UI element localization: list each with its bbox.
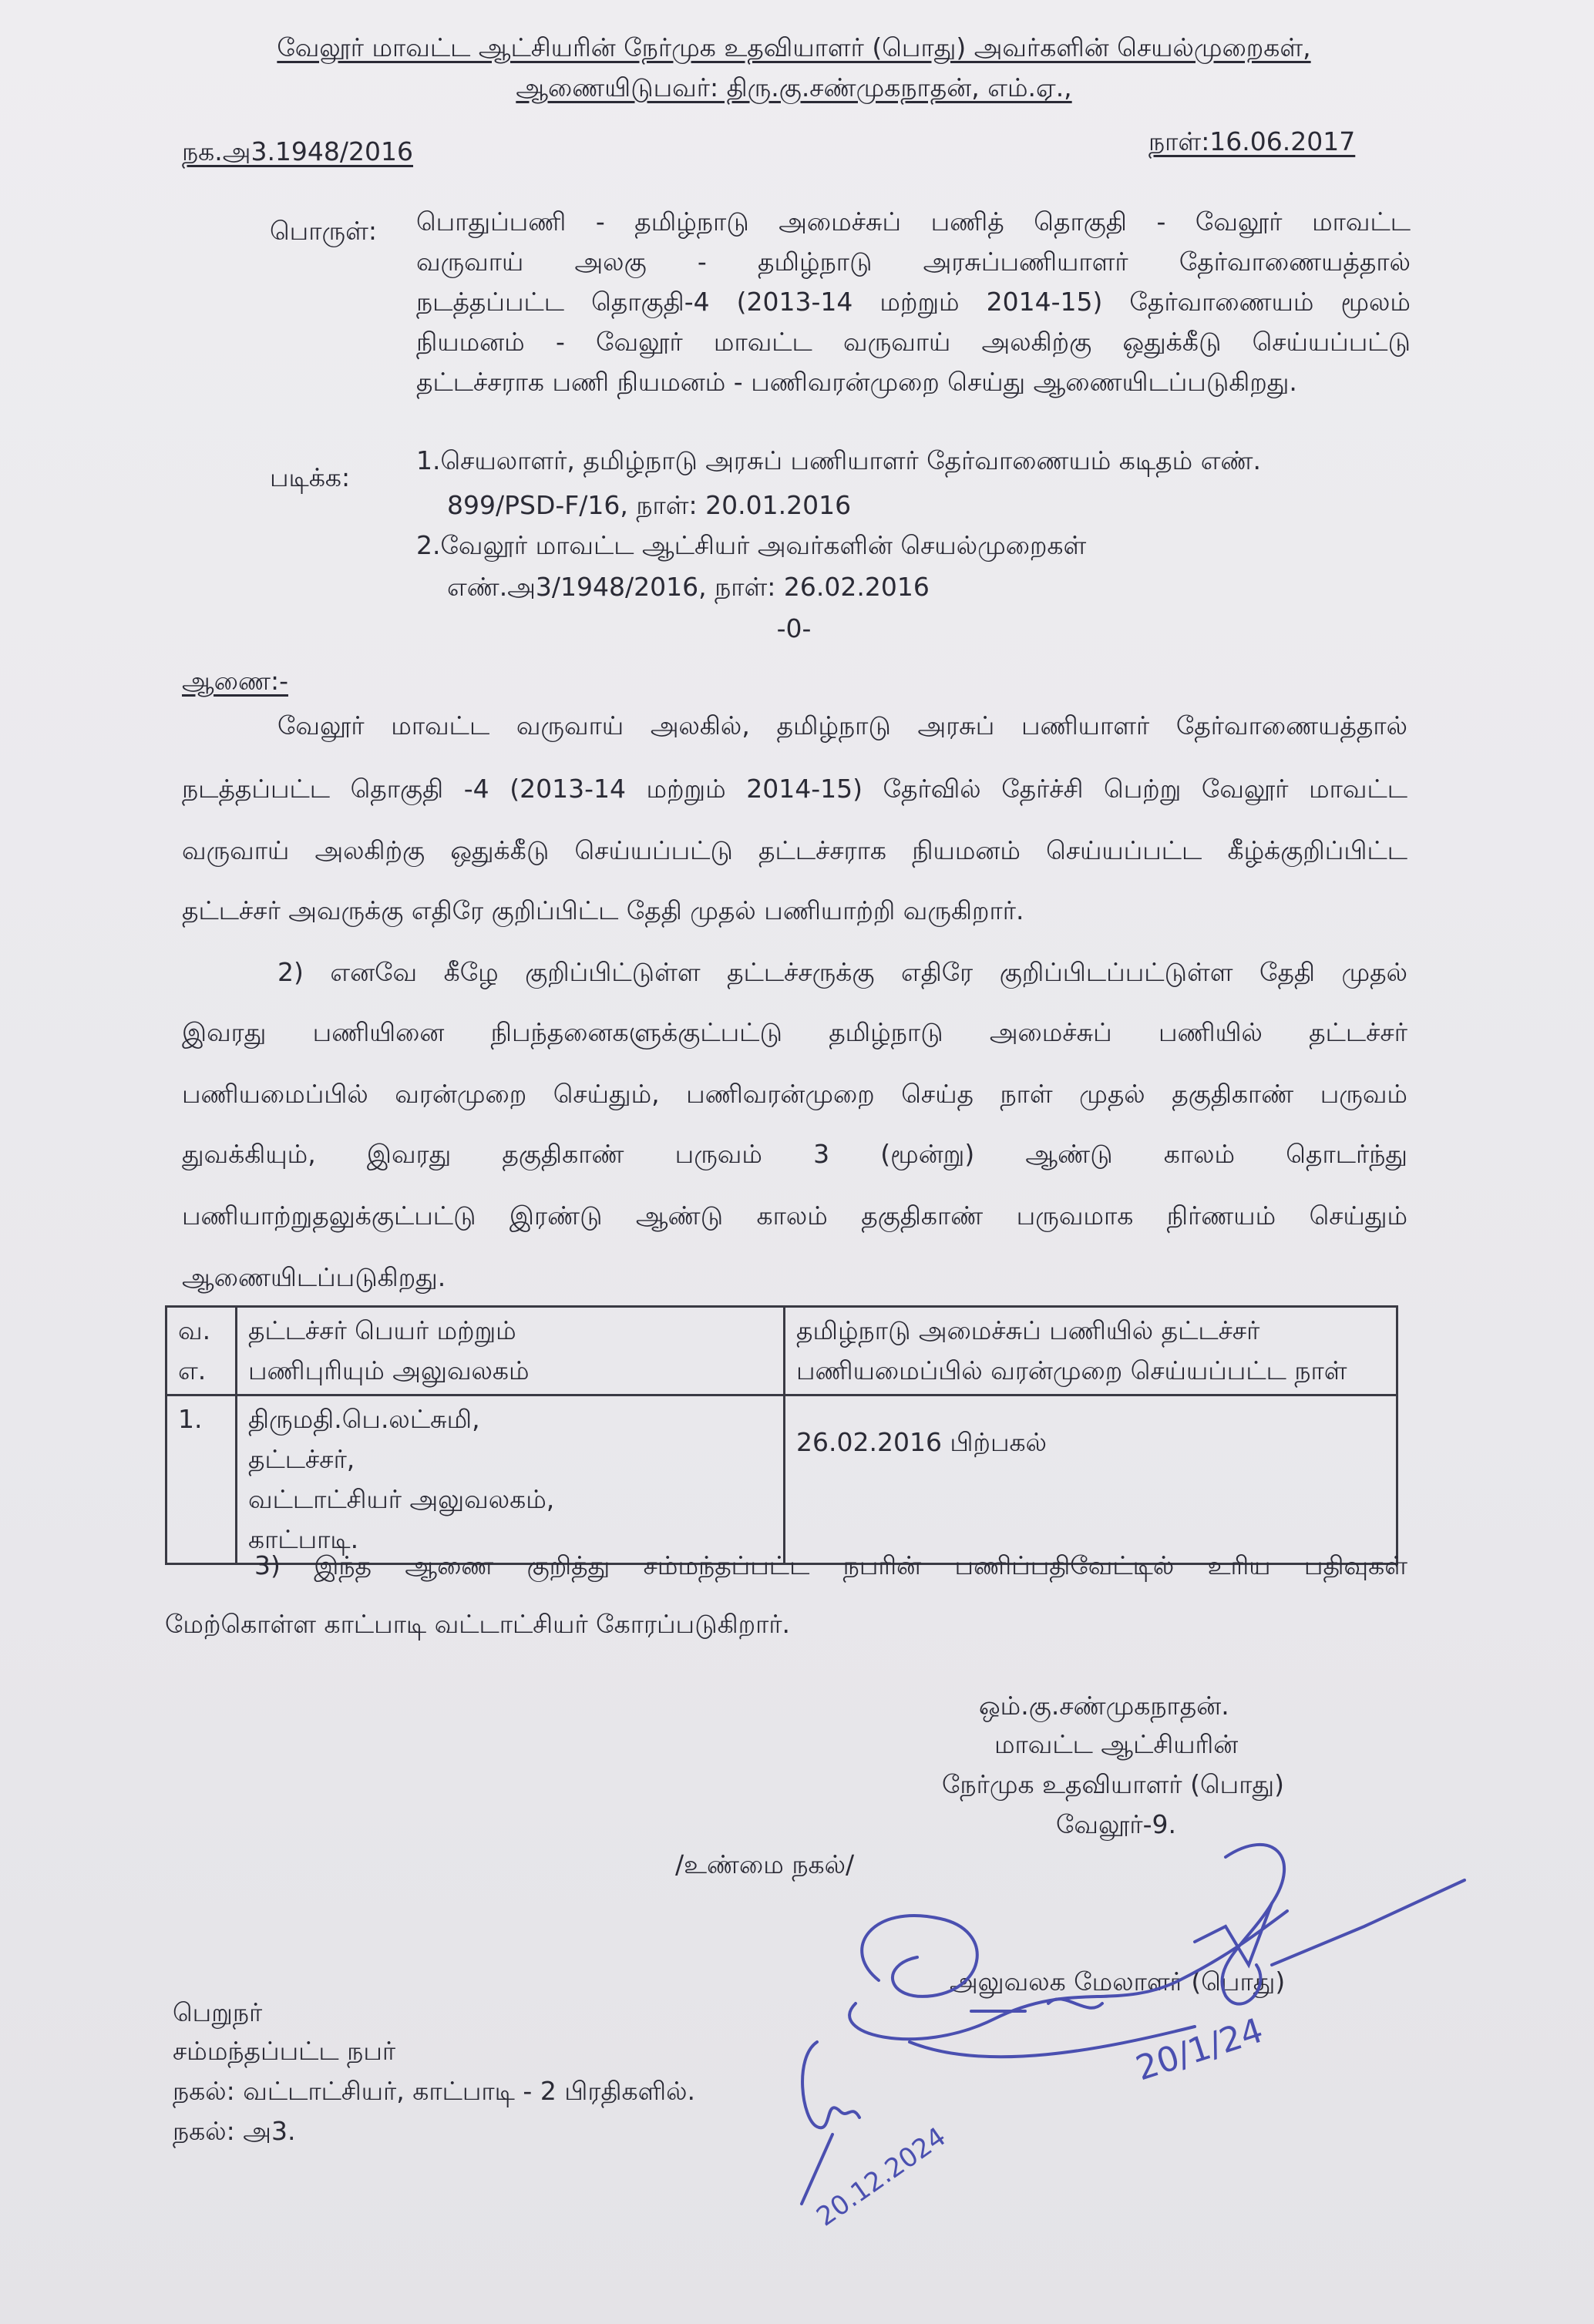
handwritten-date-1: 20/1/24 bbox=[1131, 2010, 1268, 2089]
recipient-line: சம்மந்தப்பட்ட நபர் bbox=[173, 2036, 396, 2066]
subject-line: நியமனம் - வேலூர் மாவட்ட வருவாய் அலகிற்கு ஒதுக்கீடு செய்யப்பட்டு bbox=[416, 327, 1411, 357]
table-cell-sno: 1. bbox=[166, 1395, 237, 1564]
office-manager-title: அலுவலக மேலாளர் (பொது) bbox=[950, 1966, 1286, 1997]
order-para2-line: 2) எனவே கீழே குறிப்பிட்டுள்ள தட்டச்சருக்கு எதிரே குறிப்பிடப்பட்டுள்ள தேதி முதல் bbox=[277, 957, 1407, 987]
regularisation-table bbox=[165, 1305, 1398, 1565]
true-copy-label: /உண்மை நகல்/ bbox=[675, 1849, 855, 1879]
order-para2-line: இவரது பணியினை நிபந்தனைகளுக்குட்பட்டு தமிழ்நாடு அமைச்சுப் பணியில் தட்டச்சர் bbox=[182, 1017, 1407, 1047]
subject-line: வருவாய் அலகு - தமிழ்நாடு அரசுப்பணியாளர் தேர்வாணையத்தால் bbox=[416, 247, 1411, 277]
order-para1-line: வருவாய் அலகிற்கு ஒதுக்கீடு செய்யப்பட்டு தட்டச்சராக நியமனம் செய்யப்பட்ட கீழ்க்குறிப்பிட்ட bbox=[182, 835, 1407, 865]
subject-line: நடத்தப்பட்ட தொகுதி-4 (2013-14 மற்றும் 2014-15) தேர்வாணையம் மூலம் bbox=[416, 287, 1411, 317]
order-para2-line: பணியாற்றுதலுக்குட்பட்டு இரண்டு ஆண்டு காலம் தகுதிகாண் பருவமாக நிர்ணயம் செய்தும் bbox=[182, 1201, 1407, 1231]
recipients-heading: பெறுநர் bbox=[173, 1997, 263, 2027]
order-para1-line: நடத்தப்பட்ட தொகுதி -4 (2013-14 மற்றும் 2014-15) தேர்வில் தேர்ச்சி பெற்று வேலூர் மாவட்ட bbox=[182, 774, 1407, 804]
references-label: படிக்க: bbox=[270, 462, 351, 492]
signatory-line: மாவட்ட ஆட்சியரின் bbox=[994, 1729, 1239, 1759]
order-para2-line: துவக்கியும், இவரது தகுதிகாண் பருவம் 3 (மூன்று) ஆண்டு காலம் தொடர்ந்து bbox=[182, 1139, 1407, 1169]
order-para3-line: மேற்கொள்ள காட்பாடி வட்டாட்சியர் கோரப்படுகிறார். bbox=[165, 1609, 791, 1639]
copy-line: நகல்: வட்டாட்சியர், காட்பாடி - 2 பிரதிகளில். bbox=[173, 2076, 695, 2106]
copy-line: நகல்: அ3. bbox=[173, 2116, 296, 2146]
reference-line: 1.செயலாளர், தமிழ்நாடு அரசுப் பணியாளர் தேர்வாணையம் கடிதம் எண். bbox=[416, 445, 1261, 475]
subject-text bbox=[416, 202, 1411, 402]
signatory-name: ஒம்.கு.சண்முகநாதன். bbox=[979, 1691, 1229, 1721]
order-para3-line: 3) இந்த ஆணை குறித்து சம்மந்தப்பட்ட நபரின் பணிப்பதிவேட்டில் உரிய பதிவுகள் bbox=[254, 1550, 1407, 1580]
table-header-date: தமிழ்நாடு அமைச்சுப் பணியில் தட்டச்சர் பணியமைப்பில் வரன்முறை செய்யப்பட்ட நாள் bbox=[785, 1307, 1397, 1395]
handwritten-date-2: 20.12.2024 bbox=[811, 2121, 952, 2233]
separator: -0- bbox=[776, 613, 812, 643]
header-title-line1: வேலூர் மாவட்ட ஆட்சியரின் நேர்முக உதவியாளர் (பொது) அவர்களின் செயல்முறைகள், bbox=[277, 32, 1311, 62]
table-header-row bbox=[166, 1307, 1397, 1395]
order-para2-line: பணியமைப்பில் வரன்முறை செய்தும், பணிவரன்முறை செய்த நாள் முதல் தகுதிகாண் பருவம் bbox=[182, 1079, 1407, 1109]
document-date: நாள்:16.06.2017 bbox=[1148, 126, 1356, 156]
reference-line: 899/PSD-F/16, நாள்: 20.01.2016 bbox=[447, 490, 852, 520]
reference-line: 2.வேலூர் மாவட்ட ஆட்சியர் அவர்களின் செயல்முறைகள் bbox=[416, 530, 1087, 560]
reference-number: நக.அ3.1948/2016 bbox=[182, 136, 414, 166]
table-header-name: தட்டச்சர் பெயர் மற்றும் பணிபுரியும் அலுவலகம் bbox=[237, 1307, 785, 1395]
signatory-place: வேலூர்-9. bbox=[1056, 1809, 1177, 1839]
order-para1-line: வேலூர் மாவட்ட வருவாய் அலகில், தமிழ்நாடு அரசுப் பணியாளர் தேர்வாணையத்தால் bbox=[277, 710, 1407, 741]
subject-label: பொருள்: bbox=[270, 216, 377, 246]
order-heading: ஆணை:- bbox=[182, 666, 288, 696]
table-cell-name: திருமதி.பெ.லட்சுமி, தட்டச்சர், வட்டாட்சியர் அலுவலகம், காட்பாடி. bbox=[237, 1395, 785, 1564]
subject-line: பொதுப்பணி - தமிழ்நாடு அமைச்சுப் பணித் தொகுதி - வேலூர் மாவட்ட bbox=[416, 207, 1411, 237]
order-para2-line: ஆணையிடப்படுகிறது. bbox=[182, 1262, 446, 1292]
signatory-designation: நேர்முக உதவியாளர் (பொது) bbox=[942, 1769, 1284, 1799]
subject-line: தட்டச்சராக பணி நியமனம் - பணிவரன்முறை செய்து ஆணையிடப்படுகிறது. bbox=[416, 367, 1297, 397]
handwritten-initials bbox=[786, 2027, 1002, 2258]
reference-line: எண்.அ3/1948/2016, நாள்: 26.02.2016 bbox=[447, 572, 930, 602]
order-para1-line: தட்டச்சர் அவருக்கு எதிரே குறிப்பிட்ட தேதி முதல் பணியாற்றி வருகிறார். bbox=[182, 895, 1024, 925]
table-row bbox=[166, 1395, 1397, 1564]
table-header-sno: வ. எ. bbox=[166, 1307, 237, 1395]
table-cell-date: 26.02.2016 பிற்பகல் bbox=[785, 1395, 1397, 1564]
header-title-line2: ஆணையிடுபவர்: திரு.கு.சண்முகநாதன், எம்.ஏ., bbox=[516, 72, 1072, 102]
